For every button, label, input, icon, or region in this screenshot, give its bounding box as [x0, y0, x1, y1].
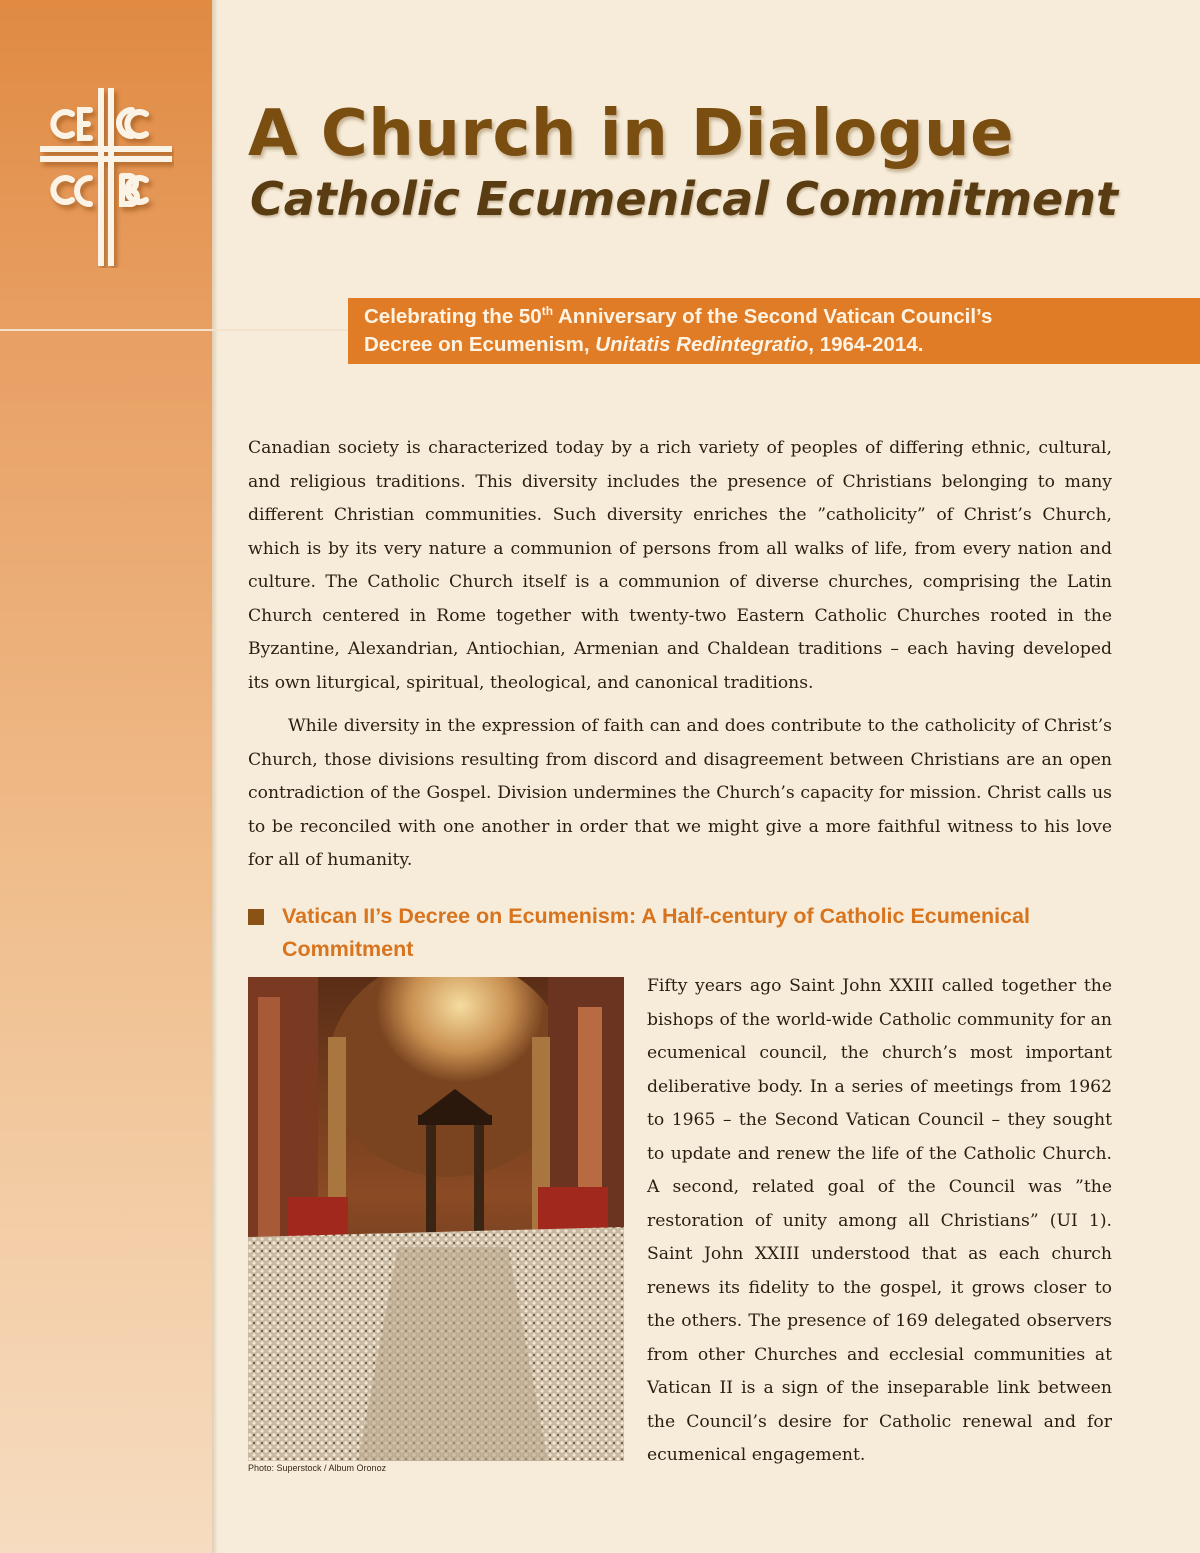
banner-superscript: th — [541, 304, 554, 319]
banner-line1-end: Anniversary of the Second Vatican Council’s — [553, 305, 993, 328]
sidebar-divider-rule — [0, 329, 350, 331]
banner-decree-title: Unitatis Redintegratio — [595, 333, 809, 356]
banner-line1-start: Celebrating the 50 — [364, 305, 542, 328]
square-bullet-icon — [248, 909, 264, 925]
section-body-paragraph: Fifty years ago Saint John XXIII called together the bishops of the world-wide Catholic community for an ecumenical council, the church’s most important deliberative body. In a series of meetings from 1962 to 1965 – the Second Vatican Council – they sought to update and renew the life of the Catholic Church. A second, related goal of the Council was ”the restoration of unity among all Christians” (UI 1). Saint John XXIII understood that as each church renews its fidelity to the gospel, it grows closer to the others. The presence of 169 delegated observers from other Churches and ecclesial communities at Vatican II is a sign of the inseparable link between the Council’s desire for Catholic renewal and for ecumenical engagement. — [647, 976, 1112, 1465]
cccb-cross-logo-icon — [38, 88, 174, 268]
sidebar-shadow — [212, 0, 218, 1553]
banner-text — [364, 303, 1180, 359]
vatican-council-photo — [248, 977, 624, 1461]
section-heading — [248, 900, 1118, 966]
anniversary-banner — [348, 298, 1200, 364]
photo-caption: Photo: Superstock / Album Oronoz — [248, 1463, 387, 1473]
basilica-interior-image — [248, 977, 624, 1461]
page-subtitle: Catholic Ecumenical Commitment — [250, 172, 1118, 226]
section-heading-text: Vatican II’s Decree on Ecumenism: A Half-century of Catholic Ecumenical Commitment — [282, 904, 1030, 961]
banner-line2-start: Decree on Ecumenism, — [364, 333, 596, 356]
intro-paragraph-2: While diversity in the expression of faith can and does contribute to the catholicity of Christ’s Church, those divisions resulting from discord and disagreement between Christians are an open contradiction of the Gospel. Division undermines the Church’s capacity for mission. Christ calls us to be reconciled with one another in order that we might give a more faithful witness to his love for all of humanity. — [248, 716, 1112, 870]
intro-paragraph-1: Canadian society is characterized today by a rich variety of peoples of differing ethnic, cultural, and religious traditions. This diversity includes the presence of Christians belonging to many different Christian communities. Such diversity enriches the ”catholicity” of Christ’s Church, which is by its very nature a communion of persons from all walks of life, from every nation and culture. The Catholic Church itself is a communion of diverse churches, comprising the Latin Church centered in Rome together with twenty-two Eastern Catholic Churches rooted in the Byzantine, Alexandrian, Antiochian, Armenian and Chaldean traditions – each having developed its own liturgical, spiritual, theological, and canonical traditions. — [248, 438, 1112, 693]
page-title: A Church in Dialogue — [248, 97, 1014, 171]
banner-line2-end: , 1964-2014. — [808, 333, 924, 356]
